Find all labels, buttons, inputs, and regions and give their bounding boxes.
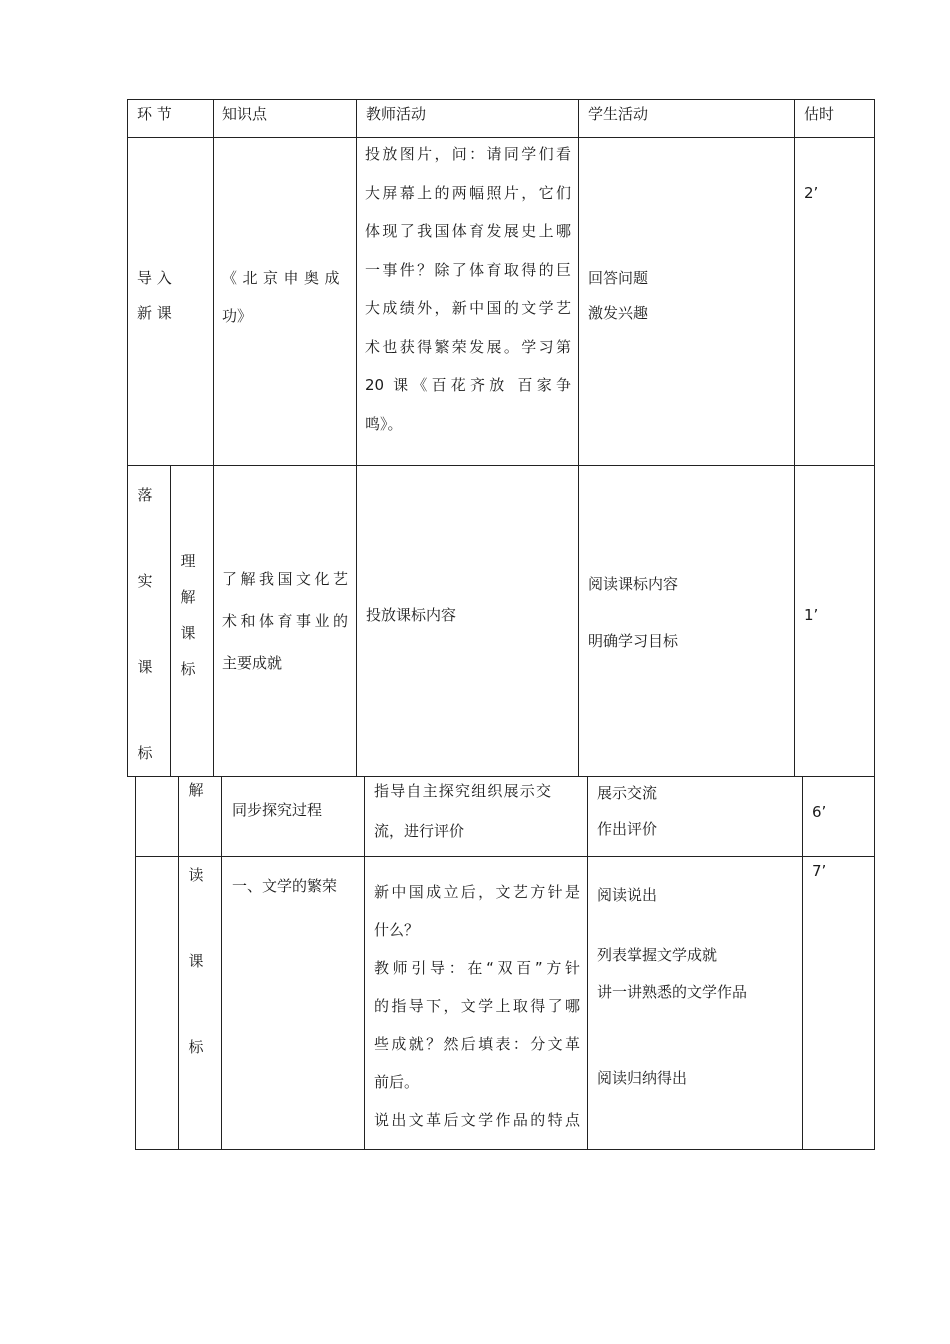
literature-teacher-line: 教师引导：在“双百”方针: [374, 959, 580, 977]
table1-col-divider-4: [794, 99, 795, 777]
literature-teacher-line: 说出文革后文学作品的特点: [374, 1111, 580, 1129]
literature-teacher-line: 新中国成立后，文艺方针是: [374, 883, 580, 901]
intro-student-line1: 回答问题: [588, 269, 649, 287]
intro-student-line2: 激发兴趣: [588, 304, 649, 322]
intro-teacher-activity: [365, 135, 571, 443]
standard-student-line1: 阅读课标内容: [588, 575, 679, 593]
table1-left-border: [127, 99, 128, 777]
table2-col-divider-1: [178, 777, 179, 1150]
literature-teacher-line: 的指导下，文学上取得了哪: [374, 997, 580, 1015]
standard-inner-char: 课: [180, 624, 196, 642]
table2-right-border: [874, 777, 875, 1150]
intro-teacher-line: 20 课《百花齐放 百家争: [365, 376, 571, 394]
literature-teacher-line: 前后。: [374, 1073, 420, 1091]
intro-section-line2: 新 课: [137, 304, 172, 322]
intro-knowledge-line1: 《北京申奥成: [222, 269, 346, 287]
standard-outer-char: 标: [137, 744, 153, 762]
standard-student-line2: 明确学习目标: [588, 632, 679, 650]
literature-inner-char: 课: [188, 952, 204, 970]
explore-inner-char: 解: [188, 781, 204, 799]
table1-top-border: [127, 99, 875, 100]
table1-col-divider-1: [213, 99, 214, 777]
intro-teacher-line: 鸣》。: [365, 414, 403, 433]
intro-time: 2’: [804, 184, 819, 202]
table1-col-divider-3: [578, 99, 579, 777]
explore-teacher-line1: 指导自主探究组织展示交: [374, 782, 553, 800]
literature-inner-label: [186, 865, 206, 1057]
standard-inner-label: [178, 551, 198, 679]
literature-knowledge: 一、文学的繁荣: [232, 877, 338, 895]
intro-teacher-line: 体现了我国体育发展史上哪: [365, 222, 571, 240]
standard-outer-char: 课: [137, 658, 153, 676]
table2-col-divider-3: [364, 777, 365, 1150]
standard-time: 1’: [804, 606, 819, 624]
intro-teacher-line: 大成绩外，新中国的文学艺: [365, 299, 571, 317]
table2-col-divider-2: [221, 777, 222, 1150]
intro-section-line1: 导 入: [137, 269, 172, 287]
header-knowledge: 知识点: [222, 105, 268, 123]
table2-left-border: [135, 777, 136, 1150]
table2-bottom-border: [135, 1149, 875, 1150]
intro-teacher-line: 一事件？除了体育取得的巨: [365, 260, 571, 279]
standard-inner-char: 标: [180, 660, 196, 678]
header-teacher-activity: 教师活动: [366, 105, 427, 123]
explore-student-line1: 展示交流: [597, 784, 658, 802]
standard-inner-char: 理: [180, 552, 196, 570]
literature-student-line4: 阅读归纳得出: [597, 1069, 688, 1087]
intro-teacher-line: 投放图片，问：请同学们看: [365, 145, 571, 163]
explore-knowledge: 同步探究过程: [232, 801, 323, 819]
header-time: 估时: [804, 105, 835, 123]
literature-teacher-line: 什么？: [374, 921, 420, 939]
standard-outer-label: [135, 485, 155, 763]
literature-inner-char: 标: [188, 1038, 204, 1056]
standard-knowledge-line: 术和体育事业的: [222, 612, 348, 630]
table2-col-divider-4: [587, 777, 588, 1150]
standard-teacher-activity: 投放课标内容: [366, 606, 457, 624]
literature-time: 7’: [812, 862, 827, 880]
standard-outer-char: 实: [137, 572, 153, 590]
standard-outer-char: 落: [137, 486, 153, 504]
intro-teacher-line: 术也获得繁荣发展。学习第: [365, 337, 571, 356]
literature-student-line1: 阅读说出: [597, 886, 658, 904]
literature-inner-char: 读: [188, 866, 204, 884]
standard-inner-char: 解: [180, 588, 196, 606]
intro-knowledge-line2: 功》: [222, 307, 253, 325]
header-section: 环 节: [137, 105, 172, 123]
table1-subsection-divider: [170, 465, 171, 777]
table1-right-border: [874, 99, 875, 777]
standard-knowledge-line: 主要成就: [222, 654, 283, 672]
literature-teacher-line: 些成就？然后填表：分文革: [374, 1035, 580, 1053]
explore-time: 6’: [812, 803, 827, 821]
header-student-activity: 学生活动: [588, 105, 649, 123]
table1-row-divider: [127, 465, 875, 466]
intro-teacher-line: 大屏幕上的两幅照片，它们: [365, 183, 571, 202]
table2-row-divider: [135, 856, 875, 857]
standard-knowledge-line: 了解我国文化艺: [222, 570, 348, 588]
literature-teacher-activity: [374, 873, 580, 1139]
explore-student-line2: 作出评价: [597, 820, 658, 838]
standard-knowledge: [222, 558, 348, 684]
explore-teacher-line2: 流，进行评价: [374, 822, 465, 840]
table1-bottom-border: [127, 776, 875, 777]
table2-col-divider-5: [802, 777, 803, 1150]
literature-student-line2: 列表掌握文学成就: [597, 946, 718, 964]
table1-col-divider-2: [356, 99, 357, 777]
literature-student-line3: 讲一讲熟悉的文学作品: [597, 983, 748, 1001]
